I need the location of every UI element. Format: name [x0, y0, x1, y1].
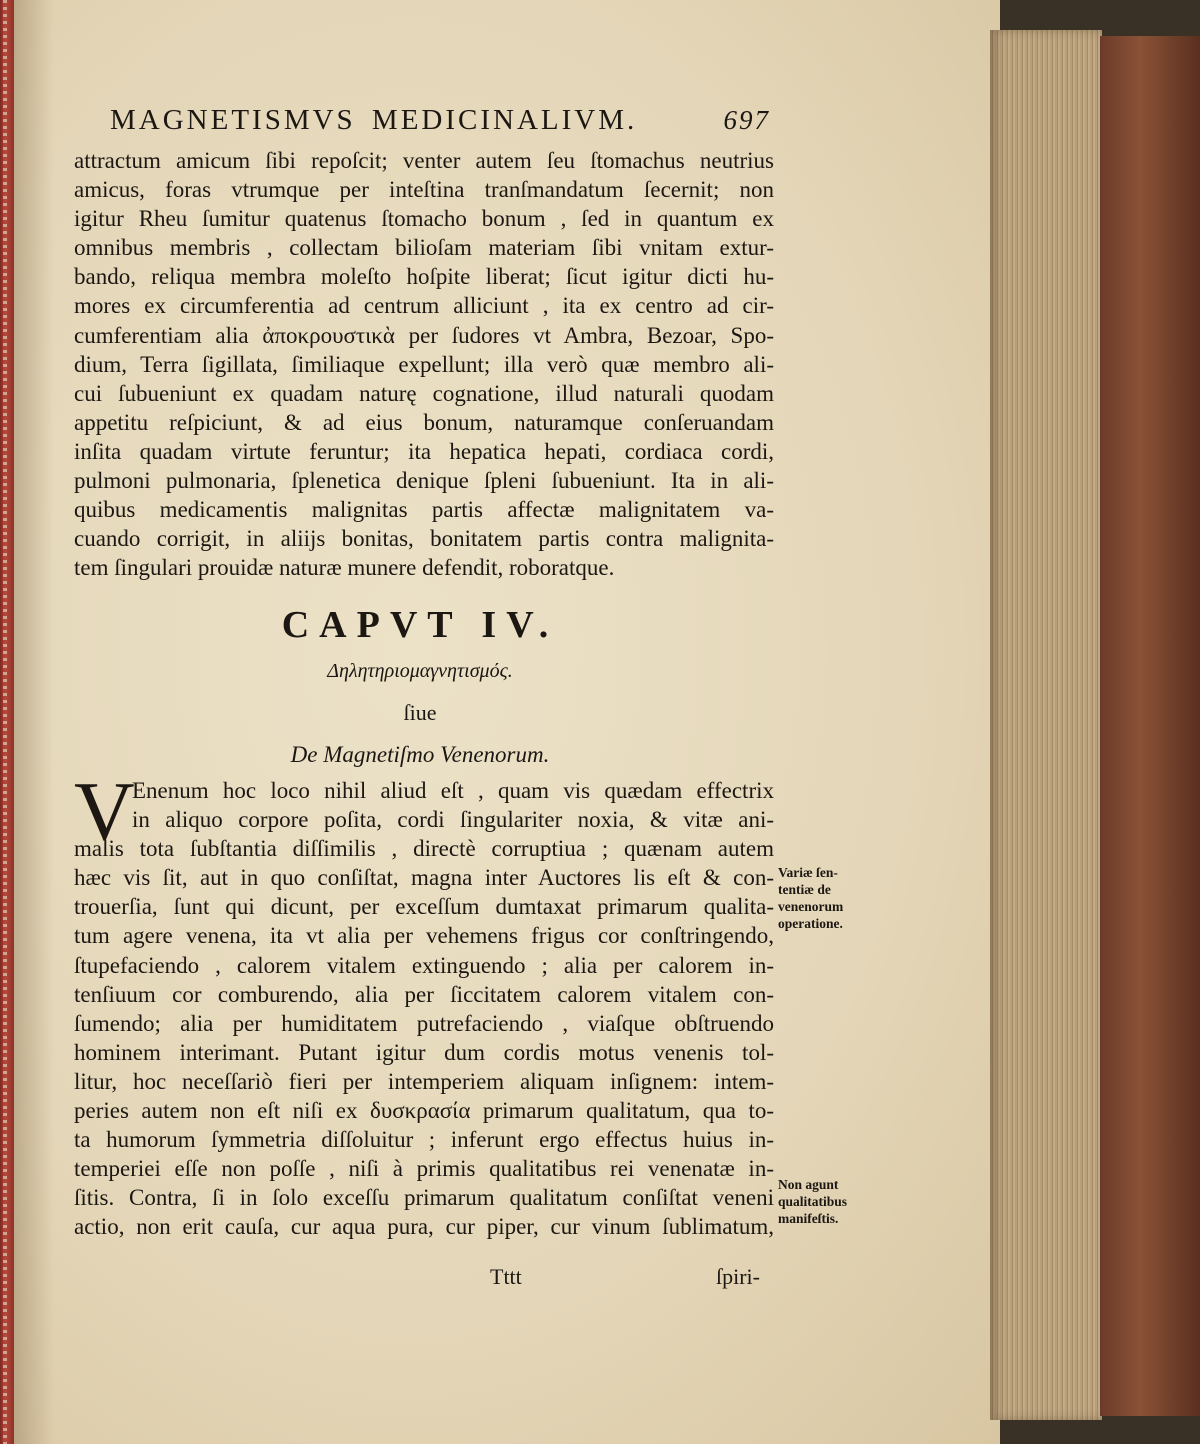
- text-line: tum agere venena, ita vt alia per vehemens frigus cor conſtringendo,: [74, 923, 774, 949]
- text-line: tenſiuum cor comburendo, alia per ſiccitatem calorem vitalem con-: [74, 981, 774, 1007]
- text-line: trouerſia, ſunt qui dicunt, per exceſſum dumtaxat primarum qualita-: [74, 894, 774, 920]
- text-line: omnibus membris , collectam bilioſam materiam ſibi vnitam extur-: [74, 235, 774, 261]
- running-head-title: MAGNETISMVS MEDICINALIVM.: [110, 104, 638, 136]
- chapter-subtitle: De Magnetiſmo Venenorum.: [290, 742, 550, 767]
- margin-note-opinions: [778, 864, 888, 932]
- text-line: cuando corrigit, in aliijs bonitas, bonitatem partis contra malignita-: [74, 526, 774, 552]
- signature-mark: Tttt: [490, 1264, 522, 1289]
- text-line: ta humorum ſymmetria diſſoluitur ; inferunt ergo effectus huius in-: [74, 1127, 774, 1153]
- margin-note-line: qualitatibus: [778, 1194, 848, 1209]
- page-edges: [990, 30, 1102, 1420]
- running-head: [110, 104, 770, 137]
- text-line: temperiei eſſe non poſſe , niſi à primis qualitatibus rei venenatæ in-: [74, 1156, 774, 1182]
- text-line: actio, non erit cauſa, cur aqua pura, cur piper, cur vinum ſublimatum,: [74, 1214, 774, 1240]
- catchword: ſpiri-: [716, 1264, 760, 1289]
- margin-note-line: tentiæ de: [778, 882, 831, 897]
- text-line: attractum amicum ſibi repoſcit; venter autem ſeu ſtomachus neutrius: [74, 148, 774, 173]
- margin-note-line: Variæ ſen-: [778, 865, 838, 880]
- text-line: bando, reliqua membra moleſto hoſpite liberat; ſicut igitur dicti hu-: [74, 264, 774, 290]
- text-line: cumferentiam alia ἀποκρουστικὰ per ſudores vt Ambra, Bezoar, Spo-: [74, 322, 774, 348]
- text-line: cui ſubueniunt ex quadam naturę cognatione, illud naturali quodam: [74, 380, 774, 406]
- margin-note-line: manifeſtis.: [778, 1211, 839, 1226]
- margin-note-line: Non agunt: [778, 1177, 839, 1192]
- chapter-heading: CAPVT IV.: [281, 604, 559, 646]
- text-line: quibus medicamentis malignitas partis affectæ malignitatem va-: [74, 497, 774, 523]
- chapter-greek-title: Δηλητηριομαγνητισμός.: [327, 660, 513, 682]
- text-line: in aliquo corpore poſita, cordi ſingulariter noxia, & vitæ ani-: [132, 807, 774, 833]
- book-cover-edge: [1100, 36, 1200, 1416]
- text-line: dium, Terra ſigillata, ſimiliaque expellunt; illa verò quæ membro ali-: [74, 351, 774, 377]
- text-line: tem ſingulari prouidæ naturæ munere defendit, roboratque.: [74, 555, 615, 581]
- drop-cap: V: [74, 765, 135, 858]
- text-line: ſitis. Contra, ſi in ſolo exceſſu primarum qualitatum conſiſtat veneni: [74, 1185, 774, 1211]
- text-line: ſumendo; alia per humiditatem putrefaciendo , viaſque obſtruendo: [74, 1010, 774, 1036]
- text-line: Enenum hoc loco nihil aliud eſt , quam vis quædam effectrix: [132, 778, 774, 803]
- text-line: appetitu reſpiciunt, & ad eius bonum, naturamque conſeruandam: [74, 409, 774, 435]
- text-line: hominem interimant. Putant igitur dum cordis motus venenis tol-: [74, 1039, 774, 1065]
- chapter-sive: ſiue: [403, 700, 437, 725]
- text-line: ſtupefaciendo , calorem vitalem extinguendo ; alia per calorem in-: [74, 952, 774, 978]
- margin-note-line: operatione.: [778, 916, 843, 931]
- text-line: malis tota ſubſtantia diſſimilis , directè corruptiua ; quænam autem: [74, 836, 774, 862]
- text-line: hæc vis ſit, aut in quo conſiſtat, magna inter Auctores lis eſt & con-: [74, 865, 774, 891]
- top-paragraph: [74, 146, 774, 582]
- text-line: litur, hoc neceſſariò fieri per intemperiem aliquam inſignem: intem-: [74, 1068, 774, 1094]
- text-line: igitur Rheu ſumitur quatenus ſtomacho bonum , ſed in quantum ex: [74, 206, 774, 232]
- text-line: inſita quadam virtute feruntur; ita hepatica hepati, cordiaca cordi,: [74, 438, 774, 464]
- text-line: peries autem non eſt niſi ex δυσκρασία primarum qualitatum, qua to-: [74, 1098, 774, 1124]
- text-line: amicus, foras vtrumque per inteſtina tranſmandatum ſecernit; non: [74, 177, 774, 203]
- margin-note-qualities: [778, 1176, 888, 1227]
- page-number: 697: [723, 105, 770, 135]
- margin-note-line: venenorum: [778, 899, 844, 914]
- text-line: pulmoni pulmonaria, ſplenetica denique ſpleni ſubueniunt. Ita in ali-: [74, 468, 774, 494]
- text-line: mores ex circumferentia ad centrum alliciunt , ita ex centro ad cir-: [74, 293, 774, 319]
- body-paragraph: [74, 776, 774, 1242]
